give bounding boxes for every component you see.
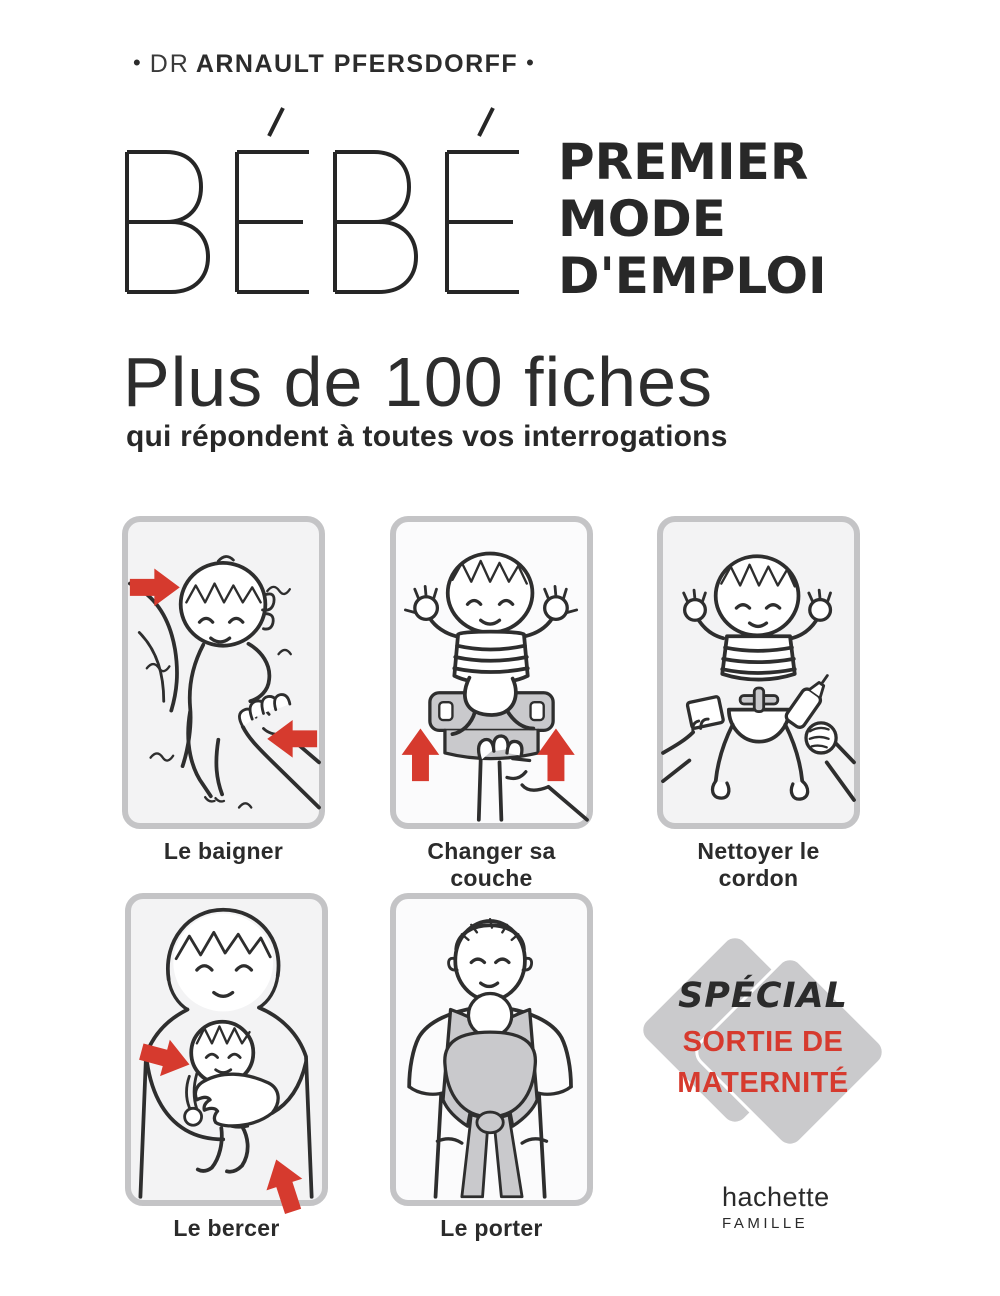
bathing-baby-illustration bbox=[128, 522, 319, 823]
panel-caption-changer-sa-couche: Changer sa couche bbox=[427, 838, 556, 891]
rocking-baby-illustration bbox=[131, 899, 322, 1200]
red-arrow-up-icon bbox=[258, 1154, 311, 1218]
panel-le-baigner-card bbox=[122, 516, 325, 829]
red-arrow-right-icon bbox=[130, 569, 180, 607]
headline-line-1: PREMIER bbox=[558, 133, 809, 191]
headline-line-3: D'EMPLOI bbox=[558, 247, 827, 305]
panel-le-bercer bbox=[125, 893, 328, 1242]
bullet-left: • bbox=[133, 50, 142, 75]
panel-caption-nettoyer-le-cordon: Nettoyer le cordon bbox=[697, 838, 820, 891]
publisher-division: FAMILLE bbox=[722, 1215, 809, 1232]
diaper-change-illustration bbox=[396, 522, 587, 823]
red-arrow-up-icon bbox=[402, 728, 440, 781]
panel-le-porter-card bbox=[390, 893, 593, 1206]
panel-nettoyer-le-cordon bbox=[657, 516, 860, 892]
headline-line-2: MODE bbox=[558, 190, 726, 248]
publisher-logo bbox=[722, 1182, 830, 1232]
publisher-brand: hachette bbox=[722, 1182, 830, 1212]
baby-carrying-illustration bbox=[396, 899, 587, 1200]
tagline-main: Plus de 100 fiches bbox=[123, 343, 714, 421]
panel-caption-le-porter: Le porter bbox=[440, 1215, 543, 1241]
badge-line-special: SPÉCIAL bbox=[678, 976, 848, 1016]
cord-cleaning-illustration bbox=[663, 522, 854, 823]
author-name: ARNAULT PFERSDORFF bbox=[195, 50, 519, 78]
badge-line-maternite: MATERNITÉ bbox=[677, 1067, 849, 1099]
badge-special-sortie-de-maternite bbox=[628, 912, 898, 1162]
bullet-right: • bbox=[526, 50, 535, 75]
bebe-letterart-icon bbox=[125, 106, 521, 294]
badge-line-sortie-de: SORTIE DE bbox=[682, 1026, 844, 1058]
panel-changer-sa-couche bbox=[390, 516, 593, 892]
panel-le-porter bbox=[390, 893, 593, 1242]
panel-caption-le-baigner: Le baigner bbox=[163, 838, 284, 864]
panel-nettoyer-le-cordon-card bbox=[657, 516, 860, 829]
title-bebe-lettering bbox=[125, 106, 521, 294]
author-line bbox=[125, 50, 535, 79]
panel-caption-le-bercer: Le bercer bbox=[173, 1215, 280, 1241]
panel-changer-sa-couche-card bbox=[390, 516, 593, 829]
badge-text bbox=[623, 976, 903, 1104]
author-prefix: DR bbox=[149, 50, 190, 78]
red-arrow-up-icon bbox=[537, 728, 575, 781]
panel-le-baigner bbox=[122, 516, 325, 865]
tagline-sub: qui répondent à toutes vos interrogations bbox=[126, 420, 728, 453]
panel-le-bercer-card bbox=[125, 893, 328, 1206]
headline bbox=[558, 134, 827, 305]
